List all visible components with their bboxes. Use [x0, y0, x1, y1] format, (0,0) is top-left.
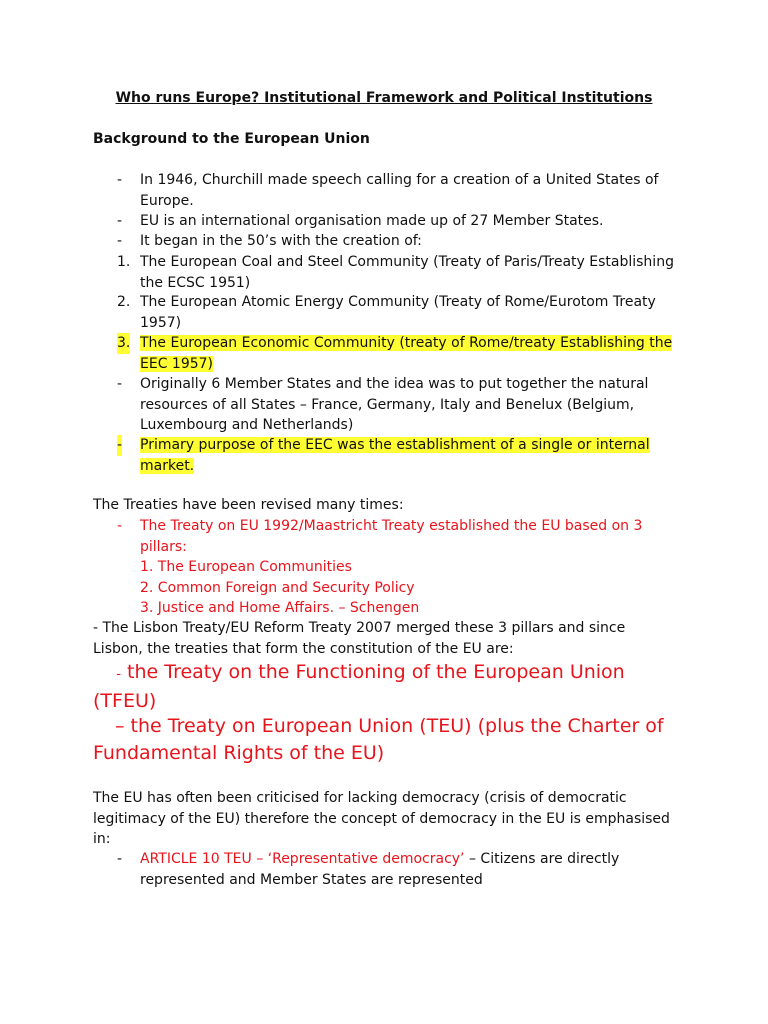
- page-title: Who runs Europe? Institutional Framework and Political Institutions: [115, 90, 653, 106]
- list-marker: -: [117, 435, 122, 456]
- list-item-text: In 1946, Churchill made speech calling for a creation of a United States of Europe.: [140, 172, 659, 209]
- list-item-highlighted: [93, 333, 678, 374]
- section-heading: Background to the European Union: [93, 131, 370, 147]
- list-marker: 3.: [117, 333, 130, 354]
- list-item: [93, 211, 678, 232]
- list-item-text: It began in the 50’s with the creation of:: [140, 233, 422, 249]
- list-marker: -: [117, 233, 123, 249]
- list-marker: 2.: [117, 294, 131, 310]
- list-item: [93, 231, 678, 252]
- pillar-item: 3. Justice and Home Affairs. – Schengen: [140, 600, 420, 616]
- article10-label: ARTICLE 10 TEU – ‘Representative democracy’: [140, 851, 465, 867]
- list-marker: -: [117, 376, 123, 392]
- list-marker: -: [117, 172, 123, 188]
- list-item: [93, 374, 678, 436]
- tfeu-text: the Treaty on the Functioning of the European Union (TFEU): [93, 661, 625, 712]
- list-marker: -: [117, 213, 123, 229]
- list-item: [93, 170, 678, 211]
- list-item: [93, 252, 678, 293]
- pillar-item: 2. Common Foreign and Security Policy: [140, 579, 415, 596]
- list-marker: -: [116, 667, 121, 682]
- list-marker: -: [117, 851, 123, 867]
- list-item-text: The European Atomic Energy Community (Treaty of Rome/Eurotom Treaty 1957): [140, 294, 656, 331]
- highlighted-text: Primary purpose of the EEC was the establishment of a single or internal market.: [140, 437, 650, 474]
- list-item-text: The Treaty on EU 1992/Maastricht Treaty established the EU based on 3 pillars:: [140, 518, 643, 555]
- lisbon-paragraph: - The Lisbon Treaty/EU Reform Treaty 2007 merged these 3 pillars and since Lisbon, the treaties that form the constitution of the EU are:: [93, 620, 626, 657]
- list-item: [93, 292, 678, 333]
- highlighted-text: The European Economic Community (treaty of Rome/treaty Establishing the EEC 1957): [140, 335, 673, 372]
- list-item-highlighted: [93, 435, 678, 476]
- list-item-text: The European Coal and Steel Community (Treaty of Paris/Treaty Establishing the ECSC 1951): [140, 254, 674, 291]
- list-marker: -: [117, 518, 123, 534]
- list-item-text: EU is an international organisation made up of 27 Member States.: [140, 213, 604, 229]
- article10-text: – Citizens are directly represented and Member States are represented: [140, 851, 620, 888]
- article10-item: [93, 849, 678, 890]
- teu-item: – the Treaty on European Union (TEU) (plus the Charter of Fundamental Rights of the EU): [93, 715, 664, 764]
- treaties-intro: The Treaties have been revised many times:: [93, 497, 404, 513]
- tfeu-item: [93, 659, 693, 715]
- democracy-paragraph: The EU has often been criticised for lacking democracy (crisis of democratic legitimacy of the EU) therefore the concept of democracy in the EU is emphasised in:: [93, 790, 670, 847]
- maastricht-item: [93, 516, 678, 619]
- pillar-item: 1. The European Communities: [140, 559, 352, 575]
- list-item-text: Originally 6 Member States and the idea was to put together the natural resources of all States – France, Germany, Italy and Benelux (Belgium, Luxembourg and Netherlands): [140, 376, 649, 433]
- list-marker: 1.: [117, 254, 131, 270]
